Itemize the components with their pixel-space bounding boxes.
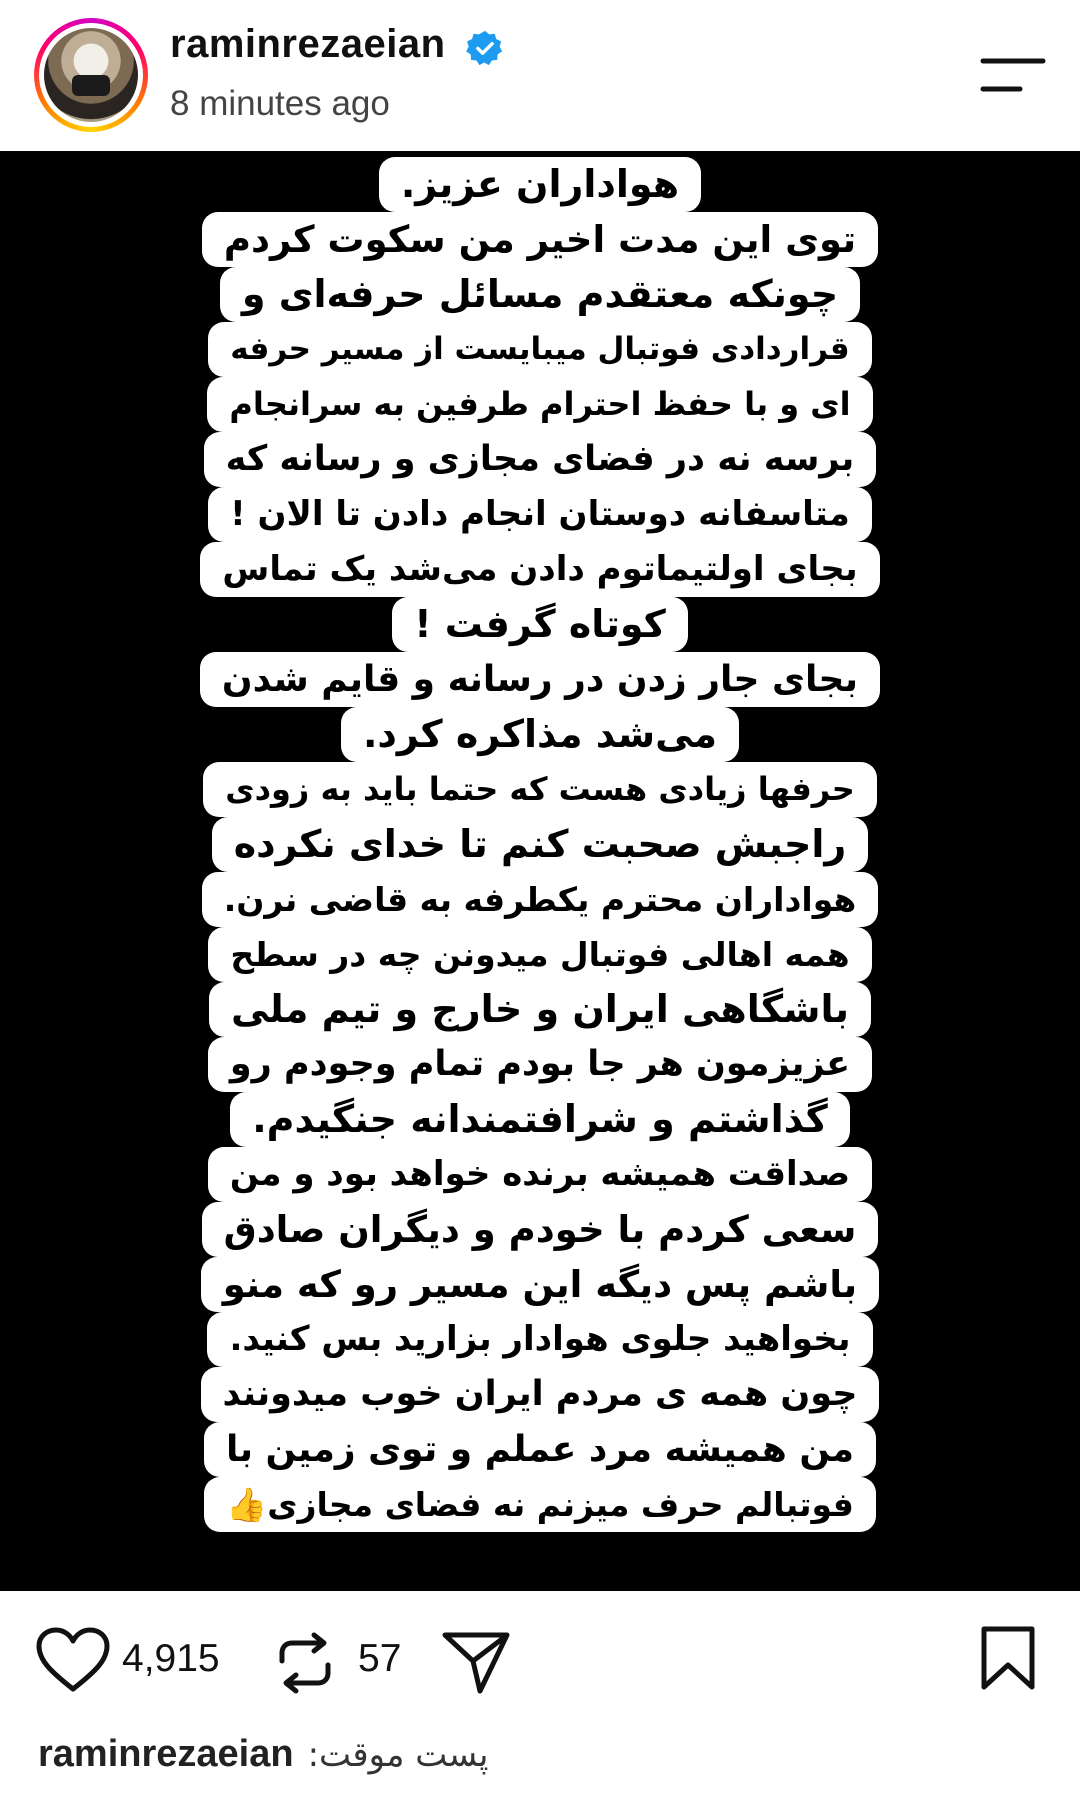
story-line	[200, 267, 880, 322]
story-line	[200, 762, 880, 817]
story-line-text: باشگاهی ایران و خارج و تیم ملی	[209, 982, 871, 1037]
story-line-text: قراردادی فوتبال میبایست از مسیر حرفه	[208, 322, 871, 377]
story-line	[200, 927, 880, 982]
story-line-text: عزیزمون هر جا بودم تمام وجودم رو	[208, 1037, 872, 1092]
story-text	[200, 157, 880, 1532]
caption	[38, 1733, 1048, 1789]
story-line	[200, 1312, 880, 1367]
username[interactable]: raminrezaeian	[170, 22, 446, 66]
story-line-text: چونکه معتقدم مسائل حرفه‌ای و	[220, 267, 860, 322]
story-line	[200, 487, 880, 542]
repost-count[interactable]: 57	[358, 1637, 402, 1680]
story-line	[200, 1092, 880, 1147]
story-line	[200, 377, 880, 432]
caption-username[interactable]: raminrezaeian	[38, 1733, 294, 1775]
story-line-text: برسه نه در فضای مجازی و رسانه که	[204, 432, 877, 487]
menu-icon[interactable]	[980, 55, 1046, 95]
story-line-text: فوتبالم حرف میزنم نه فضای مجازی👍	[204, 1477, 876, 1532]
avatar-image	[44, 28, 138, 122]
story-line-text: متاسفانه دوستان انجام دادن تا الان !	[208, 487, 872, 542]
avatar[interactable]	[34, 18, 148, 132]
story-line	[200, 1202, 880, 1257]
story-line-text: صداقت همیشه برنده خواهد بود و من	[208, 1147, 872, 1202]
story-line	[200, 707, 880, 762]
story-line-text: من همیشه مرد عملم و توی زمین با	[204, 1422, 876, 1477]
story-line-text: بجای جار زدن در رسانه و قایم شدن	[200, 652, 880, 707]
story-line-text: می‌شد مذاکره کرد.	[341, 707, 739, 762]
story-line	[200, 157, 880, 212]
bookmark-icon[interactable]	[980, 1625, 1036, 1691]
story-line	[200, 982, 880, 1037]
story-line-text: کوتاه گرفت !	[392, 597, 688, 652]
story-line-text: بخواهید جلوی هوادار بزارید بس کنید.	[207, 1312, 872, 1367]
story-line	[200, 1147, 880, 1202]
post-time: 8 minutes ago	[170, 84, 390, 123]
heart-icon[interactable]	[36, 1627, 110, 1693]
share-icon[interactable]	[440, 1629, 512, 1695]
story-line	[200, 322, 880, 377]
story-line	[200, 432, 880, 487]
story-line-text: چون همه ی مردم ایران خوب میدونند	[201, 1367, 880, 1422]
story-line-text: حرفها زیادی هست که حتما باید به زودی	[203, 762, 877, 817]
story-line	[200, 1257, 880, 1312]
story-line-text: همه اهالی فوتبال میدونن چه در سطح	[208, 927, 871, 982]
story-line-text: گذاشتم و شرافتمندانه جنگیدم.	[230, 1092, 850, 1147]
story-image	[0, 151, 1080, 1591]
story-line-text: هواداران عزیز.	[379, 157, 701, 212]
story-line-text: هواداران محترم یکطرفه به قاضی نرن.	[202, 872, 879, 927]
story-line	[200, 1037, 880, 1092]
story-line-text: ای و با حفظ احترام طرفین به سرانجام	[207, 377, 872, 432]
action-bar	[0, 1591, 1080, 1731]
story-line-text: راجبش صحبت کنم تا خدای نکرده	[212, 817, 869, 872]
post-header	[0, 0, 1080, 151]
like-count[interactable]: 4,915	[122, 1637, 220, 1680]
story-line	[200, 1477, 880, 1532]
story-line	[200, 597, 880, 652]
verified-badge-icon	[466, 29, 504, 67]
repost-icon[interactable]	[274, 1631, 336, 1695]
story-line	[200, 872, 880, 927]
story-line	[200, 652, 880, 707]
story-line-text: سعی کردم با خودم و دیگران صادق	[202, 1202, 879, 1257]
story-line	[200, 1367, 880, 1422]
story-line	[200, 212, 880, 267]
story-line-text: توی این مدت اخیر من سکوت کردم	[202, 212, 878, 267]
story-line-text: بجای اولتیماتوم دادن می‌شد یک تماس	[200, 542, 879, 597]
story-line	[200, 817, 880, 872]
story-line	[200, 542, 880, 597]
story-line-text: باشم پس دیگه این مسیر رو که منو	[201, 1257, 879, 1312]
story-line	[200, 1422, 880, 1477]
caption-text: پست موقت:	[307, 1735, 489, 1775]
